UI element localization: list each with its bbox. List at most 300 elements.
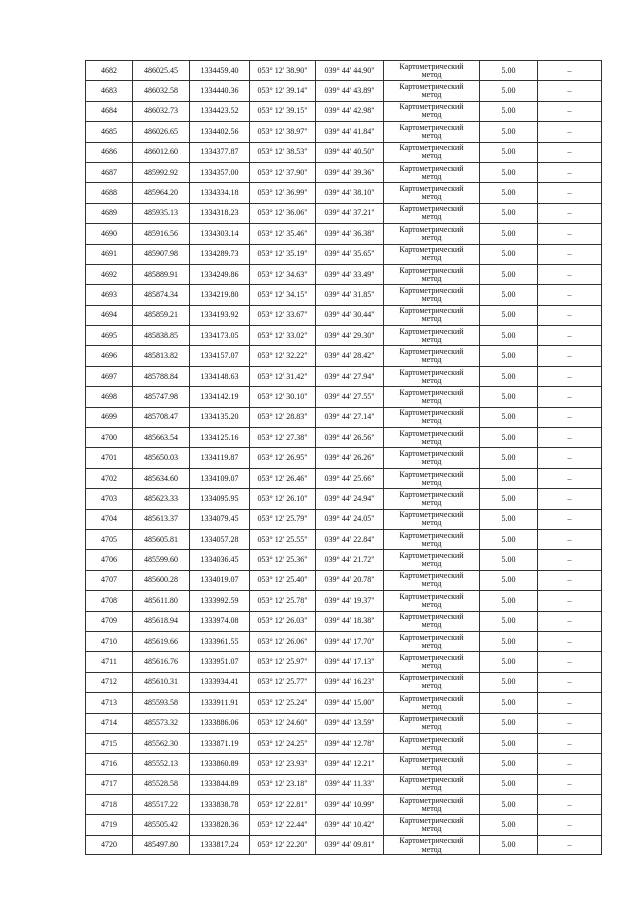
method-line-2: метод <box>421 457 442 467</box>
method-line-2: метод <box>421 803 442 813</box>
method-line-1: Картометрический <box>399 754 464 764</box>
x-coordinate: 485613.37 <box>133 509 190 529</box>
coordinates-table-body <box>86 61 602 855</box>
method-cell <box>384 142 480 162</box>
table-row <box>86 591 602 611</box>
method-cell <box>384 305 480 325</box>
accuracy-value: 5.00 <box>480 489 538 509</box>
x-coordinate: 485788.84 <box>133 366 190 386</box>
method-line-1: Картометрический <box>399 551 464 561</box>
accuracy-value: 5.00 <box>480 428 538 448</box>
accuracy-value: 5.00 <box>480 733 538 753</box>
table-row <box>86 326 602 346</box>
method-line-2: метод <box>421 436 442 446</box>
longitude: 039° 44' 30.44" <box>316 305 384 325</box>
latitude: 053° 12' 26.03" <box>250 611 316 631</box>
table-row <box>86 713 602 733</box>
method-line-2: метод <box>421 762 442 772</box>
y-coordinate: 1334036.45 <box>190 550 250 570</box>
point-number: 4712 <box>86 672 133 692</box>
table-row <box>86 489 602 509</box>
method-line-2: метод <box>421 375 442 385</box>
empty-dash: – <box>538 61 602 81</box>
method-line-1: Картометрический <box>399 816 464 826</box>
table-row <box>86 162 602 182</box>
point-number: 4716 <box>86 754 133 774</box>
x-coordinate: 485552.13 <box>133 754 190 774</box>
accuracy-value: 5.00 <box>480 611 538 631</box>
empty-dash: – <box>538 652 602 672</box>
latitude: 053° 12' 33.67" <box>250 305 316 325</box>
point-number: 4718 <box>86 795 133 815</box>
longitude: 039° 44' 35.65" <box>316 244 384 264</box>
accuracy-value: 5.00 <box>480 285 538 305</box>
table-row <box>86 468 602 488</box>
table-row <box>86 509 602 529</box>
empty-dash: – <box>538 815 602 835</box>
point-number: 4700 <box>86 428 133 448</box>
empty-dash: – <box>538 754 602 774</box>
latitude: 053° 12' 25.24" <box>250 693 316 713</box>
y-coordinate: 1334402.56 <box>190 122 250 142</box>
method-cell <box>384 326 480 346</box>
x-coordinate: 485505.42 <box>133 815 190 835</box>
empty-dash: – <box>538 672 602 692</box>
x-coordinate: 485497.80 <box>133 835 190 854</box>
y-coordinate: 1334289.73 <box>190 244 250 264</box>
point-number: 4687 <box>86 162 133 182</box>
empty-dash: – <box>538 428 602 448</box>
empty-dash: – <box>538 183 602 203</box>
method-line-1: Картометрический <box>399 61 464 71</box>
method-line-1: Картометрический <box>399 510 464 520</box>
point-number: 4688 <box>86 183 133 203</box>
point-number: 4719 <box>86 815 133 835</box>
point-number: 4717 <box>86 774 133 794</box>
y-coordinate: 1333838.78 <box>190 795 250 815</box>
empty-dash: – <box>538 366 602 386</box>
table-row <box>86 672 602 692</box>
longitude: 039° 44' 17.13" <box>316 652 384 672</box>
point-number: 4682 <box>86 61 133 81</box>
y-coordinate: 1334318.23 <box>190 203 250 223</box>
longitude: 039° 44' 18.38" <box>316 611 384 631</box>
x-coordinate: 485663.54 <box>133 428 190 448</box>
point-number: 4698 <box>86 387 133 407</box>
y-coordinate: 1334135.20 <box>190 407 250 427</box>
y-coordinate: 1333951.07 <box>190 652 250 672</box>
latitude: 053° 12' 34.15" <box>250 285 316 305</box>
accuracy-value: 5.00 <box>480 774 538 794</box>
y-coordinate: 1334303.14 <box>190 224 250 244</box>
empty-dash: – <box>538 162 602 182</box>
accuracy-value: 5.00 <box>480 122 538 142</box>
longitude: 039° 44' 12.21" <box>316 754 384 774</box>
x-coordinate: 485838.85 <box>133 326 190 346</box>
latitude: 053° 12' 39.14" <box>250 81 316 101</box>
latitude: 053° 12' 22.20" <box>250 835 316 854</box>
empty-dash: – <box>538 244 602 264</box>
method-line-1: Картометрический <box>399 143 464 153</box>
accuracy-value: 5.00 <box>480 570 538 590</box>
method-line-1: Картометрический <box>399 408 464 418</box>
latitude: 053° 12' 23.93" <box>250 754 316 774</box>
empty-dash: – <box>538 81 602 101</box>
method-cell <box>384 468 480 488</box>
x-coordinate: 485611.80 <box>133 591 190 611</box>
accuracy-value: 5.00 <box>480 652 538 672</box>
empty-dash: – <box>538 733 602 753</box>
y-coordinate: 1333934.41 <box>190 672 250 692</box>
method-cell <box>384 81 480 101</box>
table-row <box>86 428 602 448</box>
empty-dash: – <box>538 305 602 325</box>
method-line-2: метод <box>421 355 442 365</box>
method-line-2: метод <box>421 130 442 140</box>
method-cell <box>384 672 480 692</box>
accuracy-value: 5.00 <box>480 162 538 182</box>
empty-dash: – <box>538 407 602 427</box>
method-line-2: метод <box>421 559 442 569</box>
y-coordinate: 1334377.87 <box>190 142 250 162</box>
longitude: 039° 44' 29.30" <box>316 326 384 346</box>
point-number: 4697 <box>86 366 133 386</box>
longitude: 039° 44' 10.99" <box>316 795 384 815</box>
x-coordinate: 485813.82 <box>133 346 190 366</box>
point-number: 4683 <box>86 81 133 101</box>
table-row <box>86 754 602 774</box>
x-coordinate: 485619.66 <box>133 631 190 651</box>
longitude: 039° 44' 19.37" <box>316 591 384 611</box>
empty-dash: – <box>538 448 602 468</box>
y-coordinate: 1334095.95 <box>190 489 250 509</box>
empty-dash: – <box>538 346 602 366</box>
method-cell <box>384 713 480 733</box>
method-line-2: метод <box>421 273 442 283</box>
table-row <box>86 529 602 549</box>
method-line-1: Картометрический <box>399 102 464 112</box>
method-line-2: метод <box>421 395 442 405</box>
accuracy-value: 5.00 <box>480 835 538 854</box>
latitude: 053° 12' 24.25" <box>250 733 316 753</box>
longitude: 039° 44' 28.42" <box>316 346 384 366</box>
x-coordinate: 486012.60 <box>133 142 190 162</box>
latitude: 053° 12' 25.79" <box>250 509 316 529</box>
table-row <box>86 652 602 672</box>
accuracy-value: 5.00 <box>480 713 538 733</box>
y-coordinate: 1333961.55 <box>190 631 250 651</box>
point-number: 4699 <box>86 407 133 427</box>
point-number: 4692 <box>86 264 133 284</box>
method-line-2: метод <box>421 69 442 79</box>
empty-dash: – <box>538 509 602 529</box>
method-cell <box>384 652 480 672</box>
latitude: 053° 12' 30.10" <box>250 387 316 407</box>
x-coordinate: 485616.76 <box>133 652 190 672</box>
method-line-2: метод <box>421 824 442 834</box>
point-number: 4686 <box>86 142 133 162</box>
empty-dash: – <box>538 529 602 549</box>
x-coordinate: 485593.58 <box>133 693 190 713</box>
coordinates-table <box>85 60 602 855</box>
latitude: 053° 12' 37.90" <box>250 162 316 182</box>
longitude: 039° 44' 13.59" <box>316 713 384 733</box>
table-row <box>86 305 602 325</box>
y-coordinate: 1334019.07 <box>190 570 250 590</box>
accuracy-value: 5.00 <box>480 550 538 570</box>
accuracy-value: 5.00 <box>480 183 538 203</box>
method-cell <box>384 509 480 529</box>
accuracy-value: 5.00 <box>480 387 538 407</box>
empty-dash: – <box>538 693 602 713</box>
method-line-1: Картометрический <box>399 469 464 479</box>
x-coordinate: 485708.47 <box>133 407 190 427</box>
x-coordinate: 485935.13 <box>133 203 190 223</box>
x-coordinate: 485623.33 <box>133 489 190 509</box>
accuracy-value: 5.00 <box>480 815 538 835</box>
x-coordinate: 485992.92 <box>133 162 190 182</box>
method-line-2: метод <box>421 314 442 324</box>
x-coordinate: 485562.30 <box>133 733 190 753</box>
y-coordinate: 1334219.80 <box>190 285 250 305</box>
x-coordinate: 485889.91 <box>133 264 190 284</box>
method-line-2: метод <box>421 538 442 548</box>
point-number: 4689 <box>86 203 133 223</box>
latitude: 053° 12' 32.22" <box>250 346 316 366</box>
latitude: 053° 12' 34.63" <box>250 264 316 284</box>
latitude: 053° 12' 38.97" <box>250 122 316 142</box>
empty-dash: – <box>538 142 602 162</box>
method-cell <box>384 407 480 427</box>
method-line-2: метод <box>421 497 442 507</box>
table-row <box>86 835 602 854</box>
longitude: 039° 44' 39.36" <box>316 162 384 182</box>
method-cell <box>384 203 480 223</box>
y-coordinate: 1334193.92 <box>190 305 250 325</box>
empty-dash: – <box>538 591 602 611</box>
method-cell <box>384 122 480 142</box>
method-cell <box>384 489 480 509</box>
method-line-2: метод <box>421 640 442 650</box>
method-cell <box>384 346 480 366</box>
method-line-2: метод <box>421 579 442 589</box>
method-cell <box>384 183 480 203</box>
table-row <box>86 264 602 284</box>
method-line-1: Картометрический <box>399 693 464 703</box>
method-line-1: Картометрический <box>399 653 464 663</box>
empty-dash: – <box>538 550 602 570</box>
y-coordinate: 1333886.06 <box>190 713 250 733</box>
point-number: 4690 <box>86 224 133 244</box>
y-coordinate: 1333974.08 <box>190 611 250 631</box>
method-line-1: Картометрический <box>399 224 464 234</box>
empty-dash: – <box>538 611 602 631</box>
method-line-1: Картометрический <box>399 387 464 397</box>
table-row <box>86 550 602 570</box>
table-row <box>86 631 602 651</box>
table-row <box>86 101 602 121</box>
method-line-1: Картометрический <box>399 285 464 295</box>
accuracy-value: 5.00 <box>480 61 538 81</box>
x-coordinate: 485747.98 <box>133 387 190 407</box>
x-coordinate: 485618.94 <box>133 611 190 631</box>
accuracy-value: 5.00 <box>480 407 538 427</box>
latitude: 053° 12' 25.78" <box>250 591 316 611</box>
method-line-1: Картометрический <box>399 489 464 499</box>
method-line-2: метод <box>421 151 442 161</box>
table-row <box>86 448 602 468</box>
longitude: 039° 44' 27.14" <box>316 407 384 427</box>
x-coordinate: 485874.34 <box>133 285 190 305</box>
latitude: 053° 12' 23.18" <box>250 774 316 794</box>
empty-dash: – <box>538 489 602 509</box>
point-number: 4694 <box>86 305 133 325</box>
table-row <box>86 244 602 264</box>
accuracy-value: 5.00 <box>480 224 538 244</box>
method-line-2: метод <box>421 844 442 854</box>
accuracy-value: 5.00 <box>480 591 538 611</box>
latitude: 053° 12' 25.40" <box>250 570 316 590</box>
x-coordinate: 485599.60 <box>133 550 190 570</box>
point-number: 4706 <box>86 550 133 570</box>
empty-dash: – <box>538 122 602 142</box>
longitude: 039° 44' 15.00" <box>316 693 384 713</box>
x-coordinate: 486032.58 <box>133 81 190 101</box>
table-row <box>86 693 602 713</box>
table-row <box>86 795 602 815</box>
table-row <box>86 142 602 162</box>
point-number: 4715 <box>86 733 133 753</box>
method-cell <box>384 693 480 713</box>
y-coordinate: 1334079.45 <box>190 509 250 529</box>
method-line-1: Картометрический <box>399 184 464 194</box>
empty-dash: – <box>538 387 602 407</box>
method-line-1: Картометрический <box>399 367 464 377</box>
y-coordinate: 1334440.36 <box>190 81 250 101</box>
table-row <box>86 285 602 305</box>
empty-dash: – <box>538 264 602 284</box>
method-line-2: метод <box>421 681 442 691</box>
method-cell <box>384 285 480 305</box>
method-cell <box>384 264 480 284</box>
method-line-2: метод <box>421 171 442 181</box>
accuracy-value: 5.00 <box>480 81 538 101</box>
method-line-1: Картометрический <box>399 714 464 724</box>
longitude: 039° 44' 41.84" <box>316 122 384 142</box>
method-line-2: метод <box>421 192 442 202</box>
method-line-2: метод <box>421 599 442 609</box>
empty-dash: – <box>538 203 602 223</box>
longitude: 039° 44' 40.50" <box>316 142 384 162</box>
point-number: 4704 <box>86 509 133 529</box>
table-row <box>86 366 602 386</box>
point-number: 4708 <box>86 591 133 611</box>
method-line-2: метод <box>421 701 442 711</box>
method-line-2: метод <box>421 722 442 732</box>
empty-dash: – <box>538 835 602 854</box>
method-cell <box>384 754 480 774</box>
latitude: 053° 12' 26.10" <box>250 489 316 509</box>
point-number: 4701 <box>86 448 133 468</box>
method-line-1: Картометрический <box>399 795 464 805</box>
accuracy-value: 5.00 <box>480 509 538 529</box>
y-coordinate: 1333817.24 <box>190 835 250 854</box>
method-line-2: метод <box>421 334 442 344</box>
method-cell <box>384 61 480 81</box>
latitude: 053° 12' 26.06" <box>250 631 316 651</box>
longitude: 039° 44' 44.90" <box>316 61 384 81</box>
method-line-1: Картометрический <box>399 82 464 92</box>
accuracy-value: 5.00 <box>480 366 538 386</box>
method-line-2: метод <box>421 783 442 793</box>
longitude: 039° 44' 11.33" <box>316 774 384 794</box>
method-line-1: Картометрический <box>399 347 464 357</box>
y-coordinate: 1334057.28 <box>190 529 250 549</box>
method-cell <box>384 550 480 570</box>
longitude: 039° 44' 25.66" <box>316 468 384 488</box>
method-line-2: метод <box>421 110 442 120</box>
point-number: 4714 <box>86 713 133 733</box>
latitude: 053° 12' 24.60" <box>250 713 316 733</box>
table-row <box>86 81 602 101</box>
point-number: 4707 <box>86 570 133 590</box>
longitude: 039° 44' 22.84" <box>316 529 384 549</box>
longitude: 039° 44' 33.49" <box>316 264 384 284</box>
longitude: 039° 44' 38.10" <box>316 183 384 203</box>
accuracy-value: 5.00 <box>480 631 538 651</box>
empty-dash: – <box>538 101 602 121</box>
method-line-2: метод <box>421 477 442 487</box>
y-coordinate: 1334119.87 <box>190 448 250 468</box>
accuracy-value: 5.00 <box>480 795 538 815</box>
table-row <box>86 183 602 203</box>
longitude: 039° 44' 09.81" <box>316 835 384 854</box>
y-coordinate: 1334125.16 <box>190 428 250 448</box>
longitude: 039° 44' 20.78" <box>316 570 384 590</box>
method-cell <box>384 529 480 549</box>
point-number: 4696 <box>86 346 133 366</box>
x-coordinate: 485916.56 <box>133 224 190 244</box>
longitude: 039° 44' 26.26" <box>316 448 384 468</box>
method-cell <box>384 733 480 753</box>
x-coordinate: 485634.60 <box>133 468 190 488</box>
empty-dash: – <box>538 631 602 651</box>
empty-dash: – <box>538 468 602 488</box>
method-cell <box>384 570 480 590</box>
empty-dash: – <box>538 224 602 244</box>
longitude: 039° 44' 26.56" <box>316 428 384 448</box>
table-row <box>86 346 602 366</box>
y-coordinate: 1334357.00 <box>190 162 250 182</box>
table-row <box>86 611 602 631</box>
point-number: 4702 <box>86 468 133 488</box>
accuracy-value: 5.00 <box>480 203 538 223</box>
y-coordinate: 1334148.63 <box>190 366 250 386</box>
y-coordinate: 1334142.19 <box>190 387 250 407</box>
empty-dash: – <box>538 713 602 733</box>
empty-dash: – <box>538 285 602 305</box>
latitude: 053° 12' 35.19" <box>250 244 316 264</box>
method-line-1: Картометрический <box>399 571 464 581</box>
x-coordinate: 485907.98 <box>133 244 190 264</box>
method-line-1: Картометрический <box>399 835 464 845</box>
longitude: 039° 44' 21.72" <box>316 550 384 570</box>
point-number: 4709 <box>86 611 133 631</box>
x-coordinate: 485528.58 <box>133 774 190 794</box>
latitude: 053° 12' 27.38" <box>250 428 316 448</box>
y-coordinate: 1334423.52 <box>190 101 250 121</box>
method-line-1: Картометрический <box>399 163 464 173</box>
